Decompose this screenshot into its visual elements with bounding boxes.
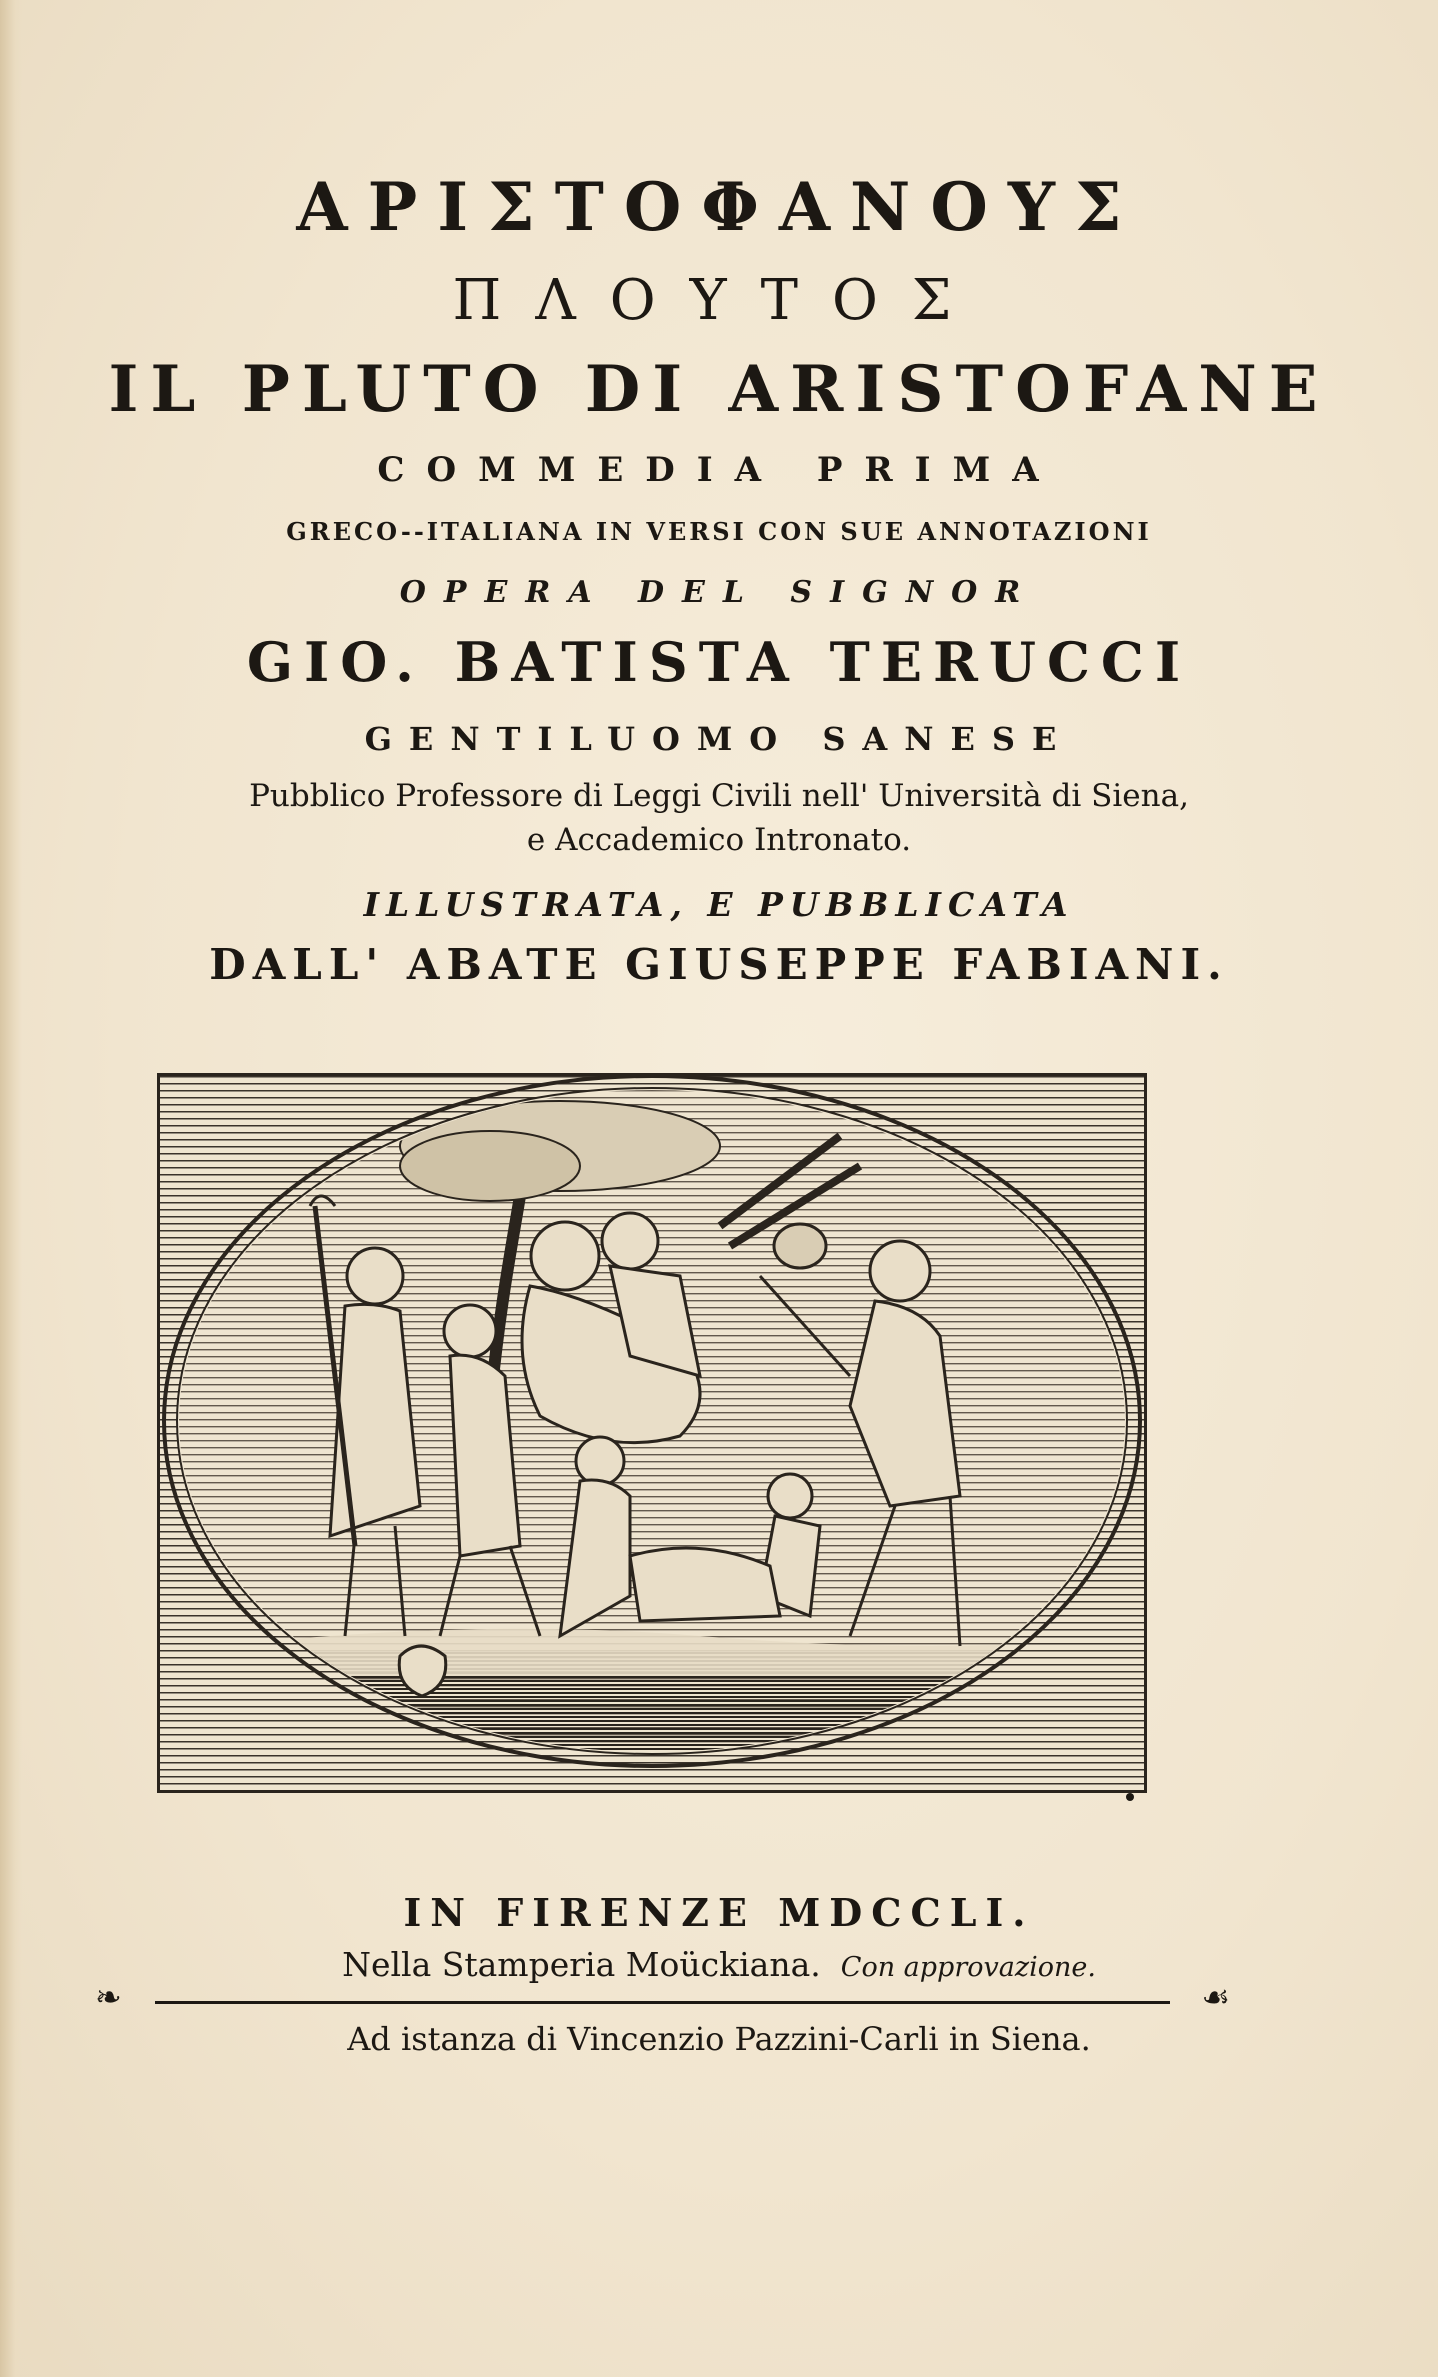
illustrated-line: ILLUSTRATA, E PUBBLICATA bbox=[363, 885, 1075, 924]
print-dot bbox=[1126, 1793, 1134, 1801]
genre-line: COMMEDIA PRIMA bbox=[377, 450, 1061, 490]
fleuron-left-icon: ❧ bbox=[95, 1978, 122, 2016]
author-position: Pubblico Professore di Leggi Civili nell' Università di Siena, bbox=[249, 778, 1189, 814]
rule-line bbox=[155, 2001, 1170, 2004]
greek-author-heading: ΑΡΙΣΤΟΦΑΝΟΥΣ bbox=[296, 168, 1142, 246]
editor-line: DALL' ABATE GIUSEPPE FABIANI. bbox=[209, 940, 1229, 989]
author-name: GIO. BATISTA TERUCCI bbox=[246, 630, 1192, 694]
greek-title-heading: ΠΛΟΥΤΟΣ bbox=[452, 268, 986, 333]
engraving-artwork bbox=[160, 1076, 1144, 1790]
opera-del-line: OPERA DEL SIGNOR bbox=[399, 575, 1039, 610]
author-rank: GENTILUOMO SANESE bbox=[364, 720, 1074, 758]
imprint-commission: Ad istanza di Vincenzio Pazzini-Carli in Siena. bbox=[347, 2020, 1091, 2058]
ornamental-rule bbox=[95, 1978, 1230, 2016]
engraving-illustration bbox=[157, 1073, 1147, 1793]
main-title: IL PLUTO DI ARISTOFANE bbox=[108, 352, 1330, 427]
description-line: GRECO--ITALIANA IN VERSI CON SUE ANNOTAZIONI bbox=[286, 517, 1152, 546]
imprint-press: Nella Stamperia Moückiana. bbox=[342, 1945, 821, 1984]
author-academy: e Accademico Intronato. bbox=[526, 822, 912, 858]
imprint-approval: Con approvazione. bbox=[840, 1952, 1096, 1983]
fleuron-right-icon: ☙ bbox=[1201, 1978, 1230, 2016]
imprint-city-year: IN FIRENZE MDCCLI. bbox=[403, 1890, 1035, 1935]
